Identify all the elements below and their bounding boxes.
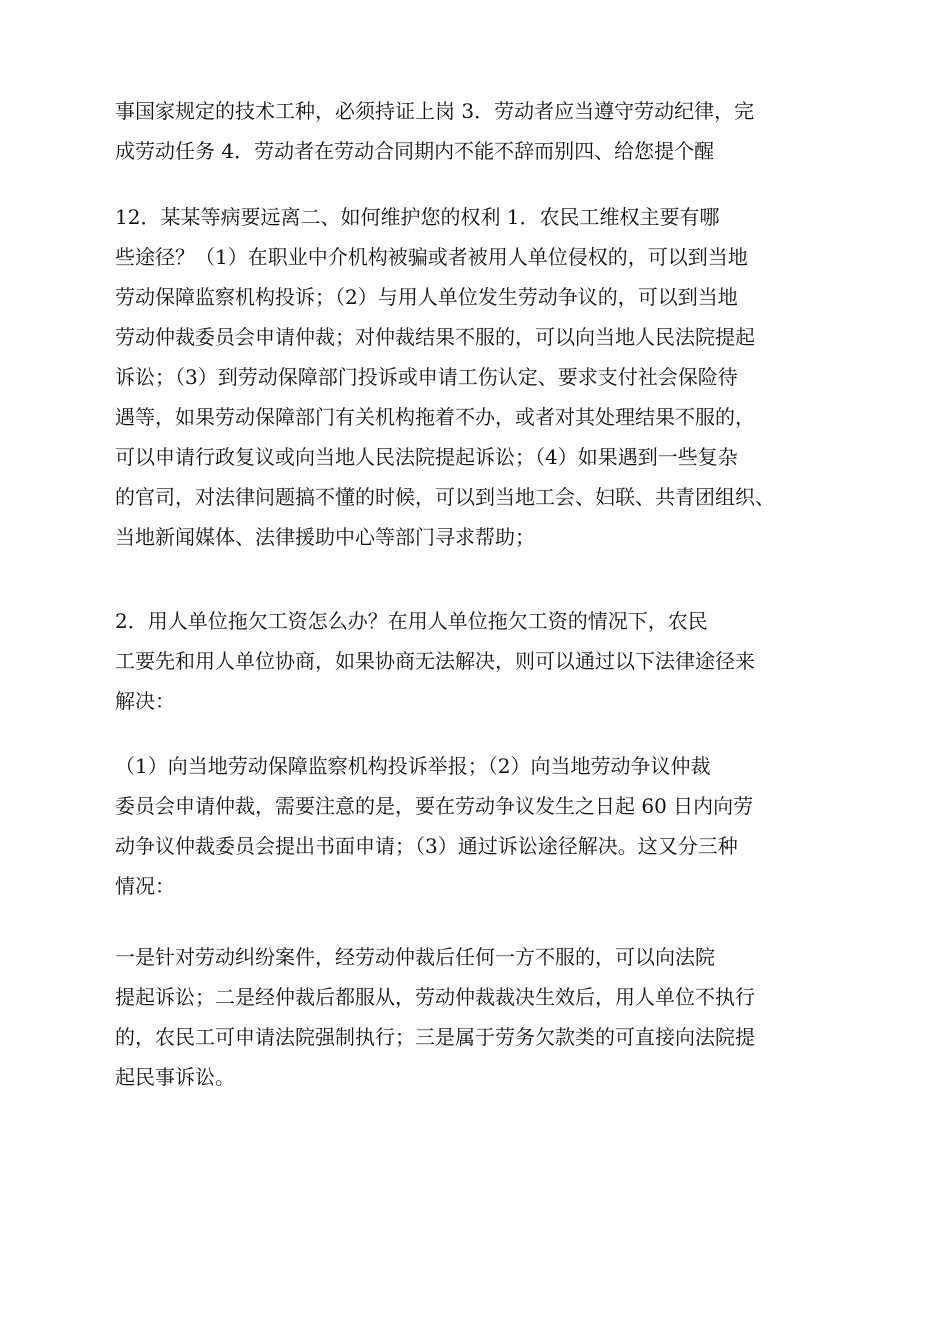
paragraph-unpaid-wages: 2．用人单位拖欠工资怎么办？在用人单位拖欠工资的情况下，农民 工要先和用人单位协商，如果协商无法解决，则可以通过以下法律途径来 解决： [115, 609, 755, 713]
paragraph-legal-routes: （1）向当地劳动保障监察机构投诉举报；（2）向当地劳动争议仲裁 委员会申请仲裁，需要注意的是，要在劳动争议发生之日起 60 日内向劳 动争议仲裁委员会提出书面申请；（3）通过诉讼途径解决。这又分三种 情况： [115, 754, 754, 898]
paragraph-three-cases: 一是针对劳动纠纷案件，经劳动仲裁后任何一方不服的，可以向法院 提起诉讼；二是经仲裁后都服从，劳动仲裁裁决生效后，用人单位不执行 的，农民工可申请法院强制执行；三是属于劳务欠款类的可直接向法院提 起民事诉讼。 [115, 945, 755, 1089]
paragraph-continuation: 事国家规定的技术工种，必须持证上岗 3．劳动者应当遵守劳动纪律，完 成劳动任务 4．劳动者在劳动合同期内不能不辞而别四、给您提个醒 [115, 99, 755, 163]
paragraph-rights-protection: 12．某某等病要远离二、如何维护您的权利 1．农民工维权主要有哪 些途径？（1）在职业中介机构被骗或者被用人单位侵权的，可以到当地 劳动保障监察机构投诉；（2）与用人单位发生劳动争议的，可以到当地 劳动仲裁委员会申请仲裁；对仲裁结果不服的，可以向当地人民法院提起 诉讼；（3）到劳动保障部门投诉或申请工伤认定、要求支付社会保险待 遇等，如果劳动保障部门有关机构拖着不办，或者对其处理结果不服的， 可以申请行政复议或向当地人民法院提起诉讼；（4）如果遇到一些复杂 的官司，对法律问题搞不懂的时候，可以到当地工会、妇联、共青团组织、 当地新闻媒体、法律援助中心等部门寻求帮助； [115, 205, 775, 549]
